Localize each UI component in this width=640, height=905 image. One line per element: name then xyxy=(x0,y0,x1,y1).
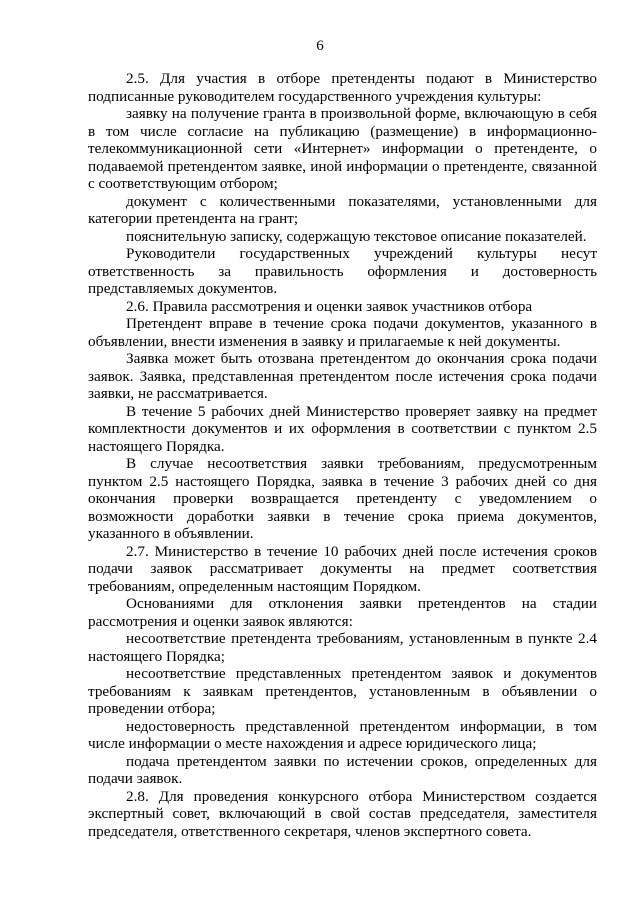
paragraph-2-5-intro: 2.5. Для участия в отборе претенденты подают в Министерство подписанные руководителем государственного учреждения культуры: xyxy=(88,70,597,105)
paragraph-grant-application: заявку на получение гранта в произвольной форме, включающую в себя в том числе согласие на публикацию (размещение) в информационно-телекоммуникационной сети «Интернет» информации о претенденте, о подаваемой претендентом заявке, иной информации о претенденте, связанной с соответствующим отбором; xyxy=(88,105,597,192)
paragraph-rejection-grounds: Основаниями для отклонения заявки претендентов на стадии рассмотрения и оценки заявок являются: xyxy=(88,595,597,630)
paragraph-responsibility: Руководители государственных учреждений культуры несут ответственность за правильность оформления и достоверность представляемых документов. xyxy=(88,245,597,297)
paragraph-indicators-document: документ с количественными показателями, установленными для категории претендента на грант; xyxy=(88,192,597,227)
paragraph-2-6-heading: 2.6. Правила рассмотрения и оценки заявок участников отбора xyxy=(126,297,533,315)
paragraph-completeness-check: В течение 5 рабочих дней Министерство проверяет заявку на предмет комплектности документов и их оформления в соответствии с пунктом 2.5 настоящего Порядка. xyxy=(88,402,597,455)
paragraph-return-of-application: В случае несоответствия заявки требованиям, предусмотренным пунктом 2.5 настоящего Порядка, заявка в течение 3 рабочих дней со дня окончания проверки возвращается претенденту с уведомлением о возможности доработки заявки в течение срока приема документов, указанного в объявлении. xyxy=(88,455,597,542)
document-body xyxy=(88,70,597,840)
page-number: 6 xyxy=(316,38,324,54)
paragraph-unreliable-information: недостоверность представленной претендентом информации, в том числе информации о месте нахождения и адресе юридического лица; xyxy=(88,717,597,752)
paragraph-applicant-mismatch: несоответствие претендента требованиям, установленным в пункте 2.4 настоящего Порядка; xyxy=(88,630,597,665)
paragraph-documents-mismatch: несоответствие представленных претендентом заявок и документов требованиям к заявкам претендентов, установленным в объявлении о проведении отбора; xyxy=(88,665,597,717)
paragraph-amendments: Претендент вправе в течение срока подачи документов, указанного в объявлении, внести изменения в заявку и прилагаемые к ней документы. xyxy=(88,315,597,350)
paragraph-2-7-review: 2.7. Министерство в течение 10 рабочих дней после истечения сроков подачи заявок рассматривает документы на предмет соответствия требованиям, определенным настоящим Порядком. xyxy=(88,542,597,595)
paragraph-withdrawal: Заявка может быть отозвана претендентом до окончания срока подачи заявок. Заявка, представленная претендентом после истечения срока подачи заявки, не рассматривается. xyxy=(88,350,597,402)
paragraph-2-8-expert-council: 2.8. Для проведения конкурсного отбора Министерством создается экспертный совет, включающий в свой состав председателя, заместителя председателя, ответственного секретаря, членов экспертного совета. xyxy=(88,787,597,840)
paragraph-explanatory-note: пояснительную записку, содержащую текстовое описание показателей. xyxy=(126,227,587,245)
paragraph-late-submission: подача претендентом заявки по истечении сроков, определенных для подачи заявок. xyxy=(88,752,597,787)
